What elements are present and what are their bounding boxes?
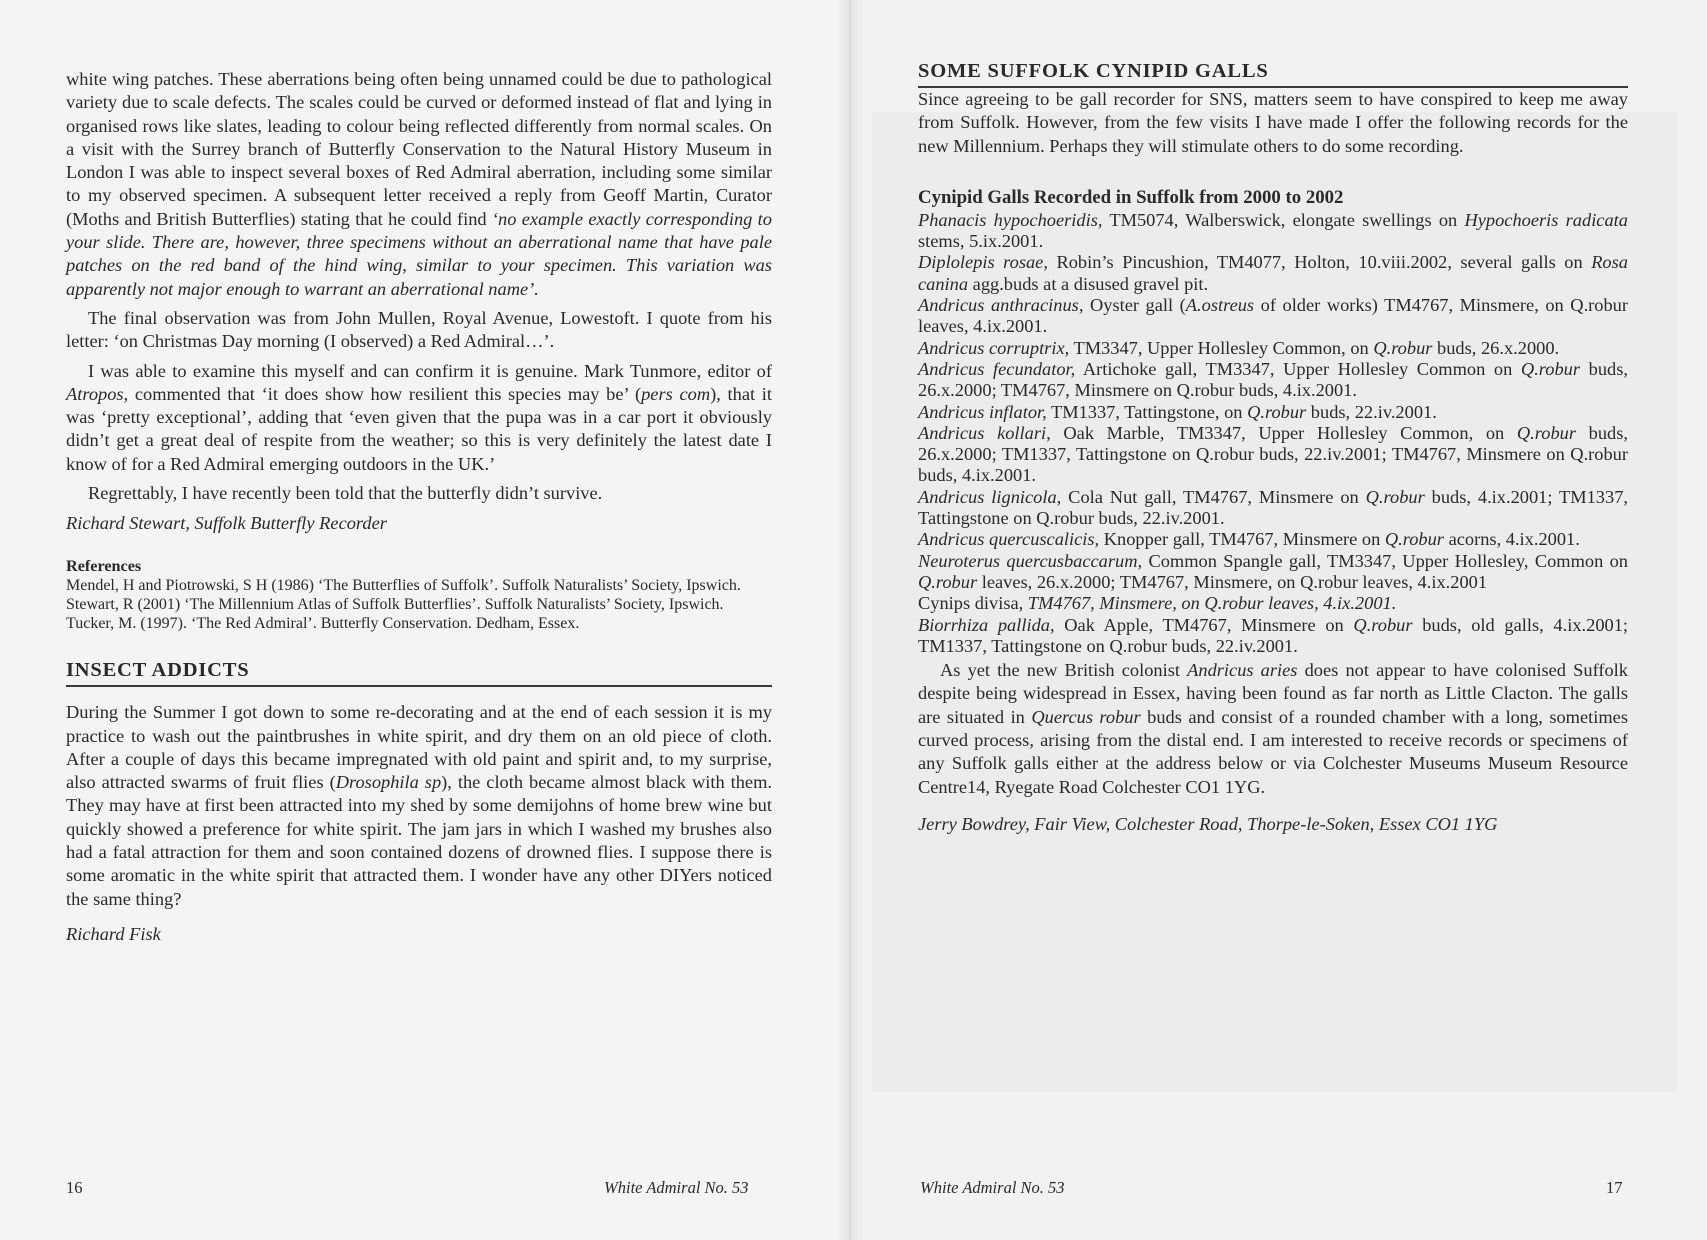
journal-name: Atropos bbox=[66, 383, 124, 404]
record-text: stems, 5.ix.2001. bbox=[918, 231, 1044, 252]
species-name: Andricus inflator, bbox=[918, 401, 1047, 422]
reference-item: Tucker, M. (1997). ‘The Red Admiral’. Butterfly Conservation. Dedham, Essex. bbox=[66, 615, 580, 633]
pers-com: pers com bbox=[641, 383, 711, 404]
gall-record bbox=[918, 593, 1628, 614]
paragraph bbox=[66, 68, 772, 301]
species-name: Andricus quercuscalicis, bbox=[918, 529, 1100, 550]
paragraph-text: buds and consist of a rounded chamber with a long, sometimes curved process, arising from the distal end. I am interested to receive records or specimens of any Suffolk galls either at the address below or via Colchester Museums Museum Resource Centre14, Ryegate Road Colchester CO1 1YG. bbox=[918, 706, 1628, 797]
author-signature: Jerry Bowdrey, Fair View, Colchester Road, Thorpe-le-Soken, Essex CO1 1YG bbox=[918, 813, 1498, 834]
record-text: Oak Marble, TM3347, Upper Hollesley Common, on bbox=[1050, 422, 1517, 443]
record-text: Cola Nut gall, TM4767, Minsmere on bbox=[1061, 486, 1366, 507]
record-text: buds, 4.ix.2001; TM1337, Tattingstone on Q.robur buds, 22.iv.2001. bbox=[918, 486, 1628, 529]
quoted-letter: ‘no example exactly corresponding to your slide. There are, however, three specimens without an aberrational name that have pale patches on the red band of the hind wing, similar to your specimen. This variation was apparently not major enough to warrant an aberrational name’. bbox=[66, 208, 772, 299]
author-signature: Richard Stewart, Suffolk Butterfly Recorder bbox=[66, 513, 387, 534]
record-text: buds, old galls, 4.ix.2001; TM1337, Tattingstone on Q.robur buds, 22.iv.2001. bbox=[918, 614, 1629, 656]
references-heading: References bbox=[66, 556, 142, 575]
record-text: leaves, 26.x.2000; TM4767, Minsmere, on Q.robur leaves, 4.ix.2001 bbox=[977, 571, 1488, 592]
gall-record bbox=[918, 402, 1628, 423]
paragraph-text: , commented that ‘it does show how resilient this species may be’ ( bbox=[123, 383, 642, 404]
gall-record bbox=[918, 359, 1628, 402]
record-text: TM1337, Tattingstone, on bbox=[1046, 401, 1248, 422]
gall-record bbox=[918, 338, 1628, 359]
record-text: buds, 22.iv.2001. bbox=[1306, 401, 1437, 422]
species-name: Neuroterus quercusbaccarum, bbox=[918, 550, 1143, 571]
paragraph-text: As yet the new British colonist bbox=[940, 660, 1188, 681]
author-signature: Richard Fisk bbox=[66, 923, 161, 944]
host-plant: Q.robur bbox=[1384, 529, 1444, 550]
host-plant: Q.robur bbox=[1373, 337, 1433, 358]
species-name: Andricus aries bbox=[1187, 660, 1298, 681]
host-plant: Q.robur bbox=[1520, 358, 1581, 379]
host-plant: Q.robur bbox=[918, 571, 978, 592]
record-text: Knopper gall, TM4767, Minsmere on bbox=[1099, 529, 1385, 550]
gall-record bbox=[918, 529, 1628, 550]
reference-item: Mendel, H and Piotrowski, S H (1986) ‘The Butterflies of Suffolk’. Suffolk Naturalists’ Society, Ipswich. bbox=[66, 576, 741, 594]
host-plant: A.ostreus bbox=[1185, 295, 1255, 316]
page-number: 16 bbox=[66, 1178, 83, 1197]
gall-record bbox=[918, 295, 1628, 338]
record-text: Cynips divisa, bbox=[918, 593, 1028, 614]
paragraph-text: white wing patches. These aberrations being often being unnamed could be due to pathological variety due to scale defects. The scales could be curved or deformed instead of flat and lying in organised rows like slates, leading to colour being reflected differently from normal scales. On a visit with the Surrey branch of Butterfly Conservation to the Natural History Museum in London I was able to inspect several boxes of Red Admiral aberration, including some similar to my observed specimen. A subsequent letter received a reply from Geoff Martin, Curator (Moths and British Butterflies) stating that he could find bbox=[66, 69, 772, 229]
record-text: buds, 26.x.2000. bbox=[1432, 337, 1560, 358]
host-plant: Rosa canina bbox=[918, 252, 1628, 294]
paragraph-text: does not appear to have colonised Suffolk despite being widespread in Essex, having been found as far north as Little Clacton. The galls are situated in bbox=[918, 660, 1628, 727]
record-text: TM3347, Upper Hollesley Common, on bbox=[1069, 337, 1374, 358]
gall-record bbox=[918, 210, 1628, 253]
record-text: Oak Apple, TM4767, Minsmere on bbox=[1054, 614, 1354, 635]
page-number: 17 bbox=[1606, 1178, 1623, 1197]
species-name: Diplolepis rosae, bbox=[918, 252, 1048, 273]
species-name: Phanacis hypochoeridis, bbox=[918, 209, 1103, 230]
record-text: Common Spangle gall, TM3347, Upper Hollesley, Common on bbox=[1142, 550, 1629, 571]
host-plant: Q.robur bbox=[1365, 486, 1425, 507]
record-text-italic: Q.robur leaves, 4.ix.2001. bbox=[1199, 593, 1397, 614]
records-heading: Cynipid Galls Recorded in Suffolk from 2000 to 2002 bbox=[918, 186, 1344, 208]
publication-footer: White Admiral No. 53 bbox=[604, 1178, 749, 1197]
record-text: TM5074, Walberswick, elongate swellings on bbox=[1102, 209, 1465, 230]
gall-record bbox=[918, 252, 1628, 295]
paragraph-text: I was able to examine this myself and can confirm it is genuine. Mark Tunmore, editor of bbox=[88, 360, 772, 381]
paragraph bbox=[66, 360, 772, 476]
gall-record bbox=[918, 423, 1628, 487]
publication-footer: White Admiral No. 53 bbox=[920, 1178, 1065, 1197]
paragraph-text: ), the cloth became almost black with them. They may have at first been attracted into my shed by some demijohns of home brew wine but quickly showed a preference for white spirit. The jam jars in which I washed my brushes also had a fatal attraction for them and soon contained dozens of drowned flies. I suppose there is some aromatic in the white spirit that attracted them. I wonder have any other DIYers noticed the same thing? bbox=[66, 772, 772, 909]
record-text-italic: TM4767, Minsmere, on bbox=[1027, 593, 1200, 614]
section-title: INSECT ADDICTS bbox=[66, 659, 772, 687]
paragraph: The final observation was from John Mullen, Royal Avenue, Lowestoft. I quote from his letter: ‘on Christmas Day morning (I observed) a Red Admiral…’. bbox=[66, 307, 772, 352]
section-title: SOME SUFFOLK CYNIPID GALLS bbox=[918, 60, 1628, 88]
paragraph: Regrettably, I have recently been told that the butterfly didn’t survive. bbox=[88, 483, 603, 504]
species-name: Andricus corruptrix, bbox=[918, 337, 1070, 358]
host-plant: Q.robur bbox=[1247, 401, 1307, 422]
paragraph-text: ), that it was ‘pretty exceptional’, adding that ‘even given that the pupa was in a car port it obviously didn’t get a great deal of respite from the weather; so this is very definitely the latest date I know of for a Red Admiral emerging outdoors in the UK.’ bbox=[66, 383, 772, 474]
record-text: buds, 26.x.2000; TM4767, Minsmere on Q.robur buds, 4.ix.2001. bbox=[918, 358, 1628, 401]
closing-paragraph bbox=[918, 659, 1628, 799]
record-text: buds, 26.x.2000; TM1337, Tattingstone on Q.robur buds, 22.iv.2001; TM4767, Minsmere on Q.robur buds, 4.ix.2001. bbox=[918, 422, 1629, 486]
book-gutter bbox=[836, 0, 864, 1240]
species-name: Andricus lignicola, bbox=[918, 486, 1062, 507]
host-plant: Q.robur bbox=[1353, 614, 1413, 635]
left-page bbox=[0, 0, 850, 1240]
gall-records bbox=[918, 210, 1628, 657]
species-name: Andricus anthracinus, bbox=[918, 295, 1084, 316]
host-plant: Hypochoeris radicata bbox=[1464, 209, 1628, 230]
gall-record bbox=[918, 487, 1628, 530]
left-column bbox=[66, 68, 772, 946]
right-column bbox=[918, 60, 1628, 836]
gall-record bbox=[918, 615, 1628, 658]
record-text: of older works) TM4767, Minsmere, on Q.robur leaves, 4.ix.2001. bbox=[918, 295, 1628, 337]
species-name: Quercus robur bbox=[1031, 706, 1141, 727]
host-plant: Q.robur bbox=[1516, 422, 1576, 443]
species-name: Andricus kollari, bbox=[918, 422, 1051, 443]
paragraph-text: During the Summer I got down to some re-decorating and at the end of each session it is my practice to wash out the paintbrushes in white spirit, and dry them on an old piece of cloth. After a couple of days this became impregnated with old paint and spirit and, to my surprise, also attracted swarms of fruit flies ( bbox=[66, 702, 772, 793]
species-name: Drosophila sp bbox=[335, 772, 442, 793]
record-text: acorns, 4.ix.2001. bbox=[1443, 529, 1580, 550]
gall-record bbox=[918, 551, 1628, 594]
reference-item: Stewart, R (2001) ‘The Millennium Atlas of Suffolk Butterflies’. Suffolk Naturalists’ Society, Ipswich. bbox=[66, 595, 724, 613]
paragraph bbox=[66, 701, 772, 911]
record-text: Oyster gall ( bbox=[1083, 295, 1186, 316]
intro-paragraph: Since agreeing to be gall recorder for SNS, matters seem to have conspired to keep me away from Suffolk. However, from the few visits I have made I offer the following records for the new Millennium. Perhaps they will stimulate others to do some recording. bbox=[918, 89, 1628, 156]
record-text: Artichoke gall, TM3347, Upper Hollesley Common on bbox=[1075, 358, 1521, 379]
record-text: agg.buds at a disused gravel pit. bbox=[968, 273, 1209, 294]
species-name: Biorrhiza pallida, bbox=[918, 614, 1055, 635]
species-name: Andricus fecundator, bbox=[918, 358, 1076, 379]
record-text: Robin’s Pincushion, TM4077, Holton, 10.viii.2002, several galls on bbox=[1047, 252, 1592, 273]
